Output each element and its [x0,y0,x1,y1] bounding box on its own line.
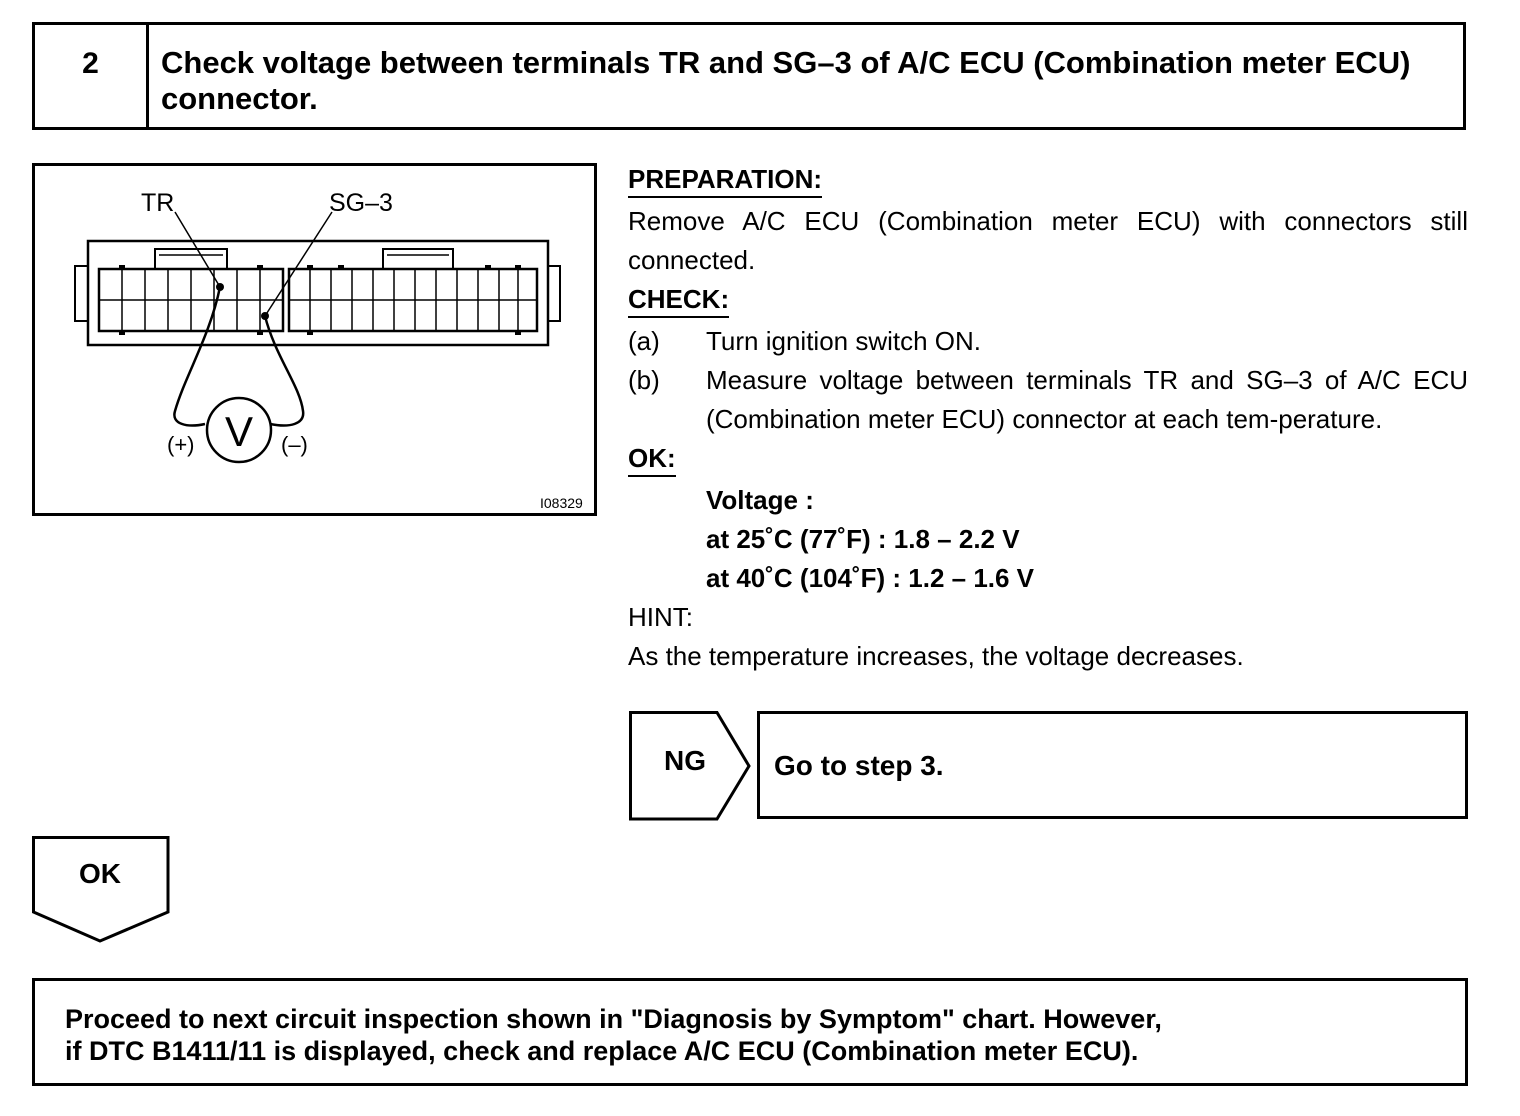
connector-tab-left [75,266,88,321]
connector-diagram [35,166,594,513]
connector-lock-left [155,249,227,269]
label-sg3: SG–3 [329,189,393,217]
check-item [628,322,1468,361]
final-line-1: Proceed to next circuit inspection shown in "Diagnosis by Symptom" chart. However, [65,1004,1162,1034]
final-line-2: if DTC B1411/11 is displayed, check and replace A/C ECU (Combination meter ECU). [65,1036,1139,1066]
check-item-text: Turn ignition switch ON. [706,326,982,356]
ng-label: NG [664,745,706,776]
connector-body [88,241,548,345]
check-item-text: Measure voltage between terminals TR and SG–3 of A/C ECU (Combination meter ECU) connector at each tem-perature. [706,365,1468,434]
check-item-label: (a) [628,326,660,356]
figure-id: I08329 [540,495,583,511]
left-terminal-block [99,269,283,331]
ng-result-text: Go to step 3. [774,750,944,781]
ok-flow-label: OK [79,858,121,889]
check-item [628,361,1468,439]
step-title: Check voltage between terminals TR and SG–3 of A/C ECU (Combination meter ECU) connector. [161,45,1411,116]
minus-wire [265,316,303,425]
step-number: 2 [35,25,149,127]
voltmeter-symbol: V [224,408,254,455]
label-tr: TR [141,189,175,217]
hint-heading: HINT: [628,602,693,632]
hint-text: As the temperature increases, the voltage decreases. [628,641,1244,671]
check-heading: CHECK: [628,283,729,318]
procedure-content [628,160,1468,676]
connector-tab-right [548,266,560,321]
ng-result-box [757,711,1468,819]
label-minus: (–) [281,432,308,457]
plus-wire [174,287,220,425]
label-plus: (+) [167,432,195,457]
ok-line: at 25˚C (77˚F) : 1.8 – 2.2 V [706,524,1020,554]
final-instruction-box [32,978,1468,1086]
ok-arrow-shape [32,836,170,944]
ok-line: Voltage : [706,485,814,515]
connector-lock-right [383,249,453,269]
final-instruction-text [65,1003,1435,1067]
ok-line: at 40˚C (104˚F) : 1.2 – 1.6 V [706,563,1035,593]
connector-figure [32,163,597,516]
preparation-heading: PREPARATION: [628,163,822,198]
step-header [32,22,1466,130]
check-item-label: (b) [628,365,660,395]
ok-heading: OK: [628,442,676,477]
right-terminal-block [289,269,537,331]
preparation-text: Remove A/C ECU (Combination meter ECU) with connectors still connected. [628,206,1468,275]
